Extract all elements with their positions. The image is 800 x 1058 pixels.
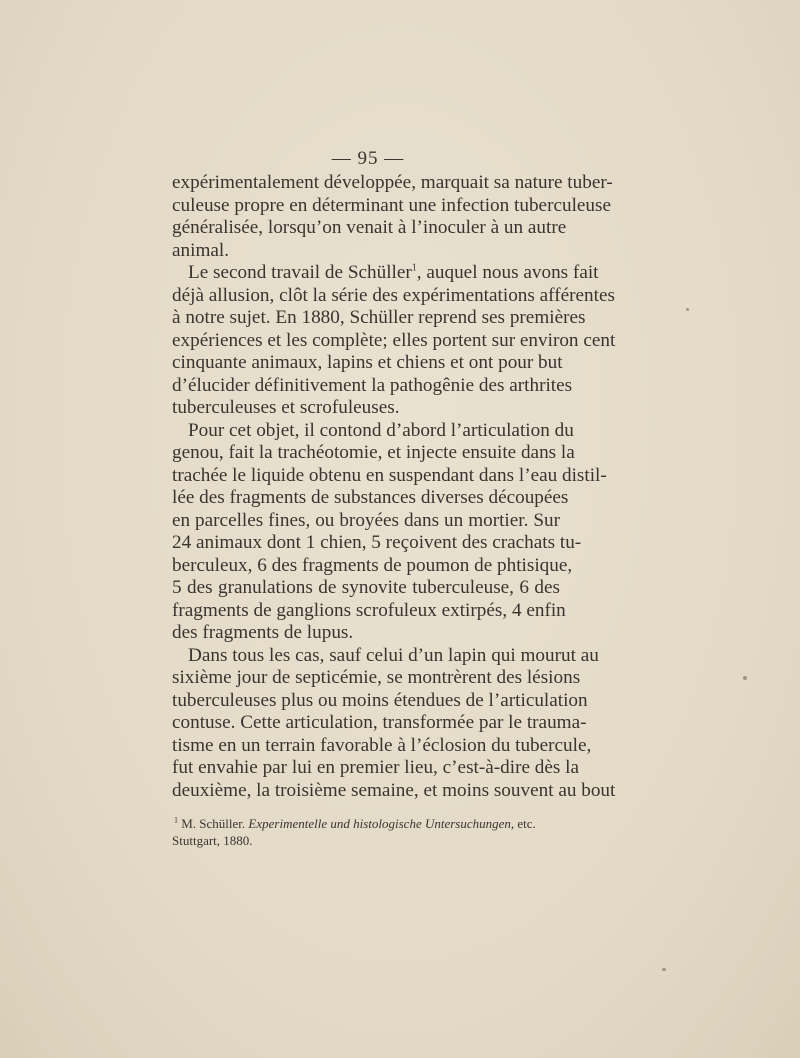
text-line: deuxième, la troisième semaine, et moins souvent au bout xyxy=(172,779,616,801)
footnote-line: Stuttgart, 1880. xyxy=(172,833,253,848)
text-line: berculeux, 6 des fragments de poumon de phtisique, xyxy=(172,554,573,576)
text-line: culeuse propre en déterminant une infection tuberculeuse xyxy=(172,194,611,216)
text-line: contuse. Cette articulation, transformée par le trauma- xyxy=(172,712,587,733)
text-line: 24 animaux dont 1 chien, 5 reçoivent des crachats tu- xyxy=(172,532,582,553)
text-line: en parcelles fines, ou broyées dans un mortier. Sur xyxy=(172,509,560,531)
paragraph-1 xyxy=(172,172,613,262)
footnote-reference: 1 xyxy=(411,262,417,274)
text-line: déjà allusion, clôt la série des expérimentations afférentes xyxy=(172,284,615,306)
text-line xyxy=(172,262,599,285)
paper-speck xyxy=(743,676,747,680)
text-line: des fragments de lupus. xyxy=(172,622,354,643)
text-line: tuberculeuses et scrofuleuses. xyxy=(172,397,400,418)
text-line: cinquante animaux, lapins et chiens et ont pour but xyxy=(172,352,563,373)
text-line: Pour cet objet, il contond d’abord l’articulation du xyxy=(188,419,574,441)
text-line: sixième jour de septicémie, se montrèrent des lésions xyxy=(172,667,581,688)
text-line: tisme en un terrain favorable à l’éclosion du tubercule, xyxy=(172,734,592,756)
page-number: — 95 — xyxy=(331,148,405,169)
text-line: animal. xyxy=(172,239,230,261)
footnote-etc: etc. xyxy=(517,816,536,831)
footnote-marker: 1 xyxy=(174,815,178,825)
paragraph-4 xyxy=(172,644,616,803)
text-line: lée des fragments de substances diverses découpées xyxy=(172,487,569,508)
paper-speck xyxy=(662,968,666,971)
text-line: Dans tous les cas, sauf celui d’un lapin qui mourut au xyxy=(188,644,599,666)
text-line: tuberculeuses plus ou moins étendues de l’articulation xyxy=(172,689,588,711)
text-segment: Le second travail de Schüller xyxy=(188,262,412,283)
text-line: fut envahie par lui en premier lieu, c’est-à-dire dès la xyxy=(172,757,580,778)
text-segment: , auquel nous avons fait xyxy=(416,262,599,283)
text-line: 5 des granulations de synovite tuberculeuse, 6 des xyxy=(172,577,560,598)
footnote-title: Experimentelle und histologische Untersuchungen, xyxy=(248,816,515,831)
paragraph-3 xyxy=(172,419,607,645)
text-line: généralisée, lorsqu’on venait à l’inoculer à un autre xyxy=(172,217,567,238)
text-line: expériences et les complète; elles portent sur environ cent xyxy=(172,329,616,351)
footnote xyxy=(172,815,562,849)
text-line: trachée le liquide obtenu en suspendant dans l’eau distil- xyxy=(172,464,607,486)
body-text xyxy=(172,172,616,802)
footnote-author: M. Schüller. xyxy=(181,816,246,831)
paragraph-2 xyxy=(172,262,616,420)
footnote-line xyxy=(172,815,562,832)
text-line: expérimentalement développée, marquait sa nature tuber- xyxy=(172,172,613,193)
paper-speck xyxy=(686,308,689,311)
text-line: d’élucider définitivement la pathogênie des arthrites xyxy=(172,374,573,396)
text-line: fragments de ganglions scrofuleux extirpés, 4 enfin xyxy=(172,599,566,621)
text-line: genou, fait la trachéotomie, et injecte ensuite dans la xyxy=(172,442,575,463)
text-line: à notre sujet. En 1880, Schüller reprend ses premières xyxy=(172,307,586,328)
